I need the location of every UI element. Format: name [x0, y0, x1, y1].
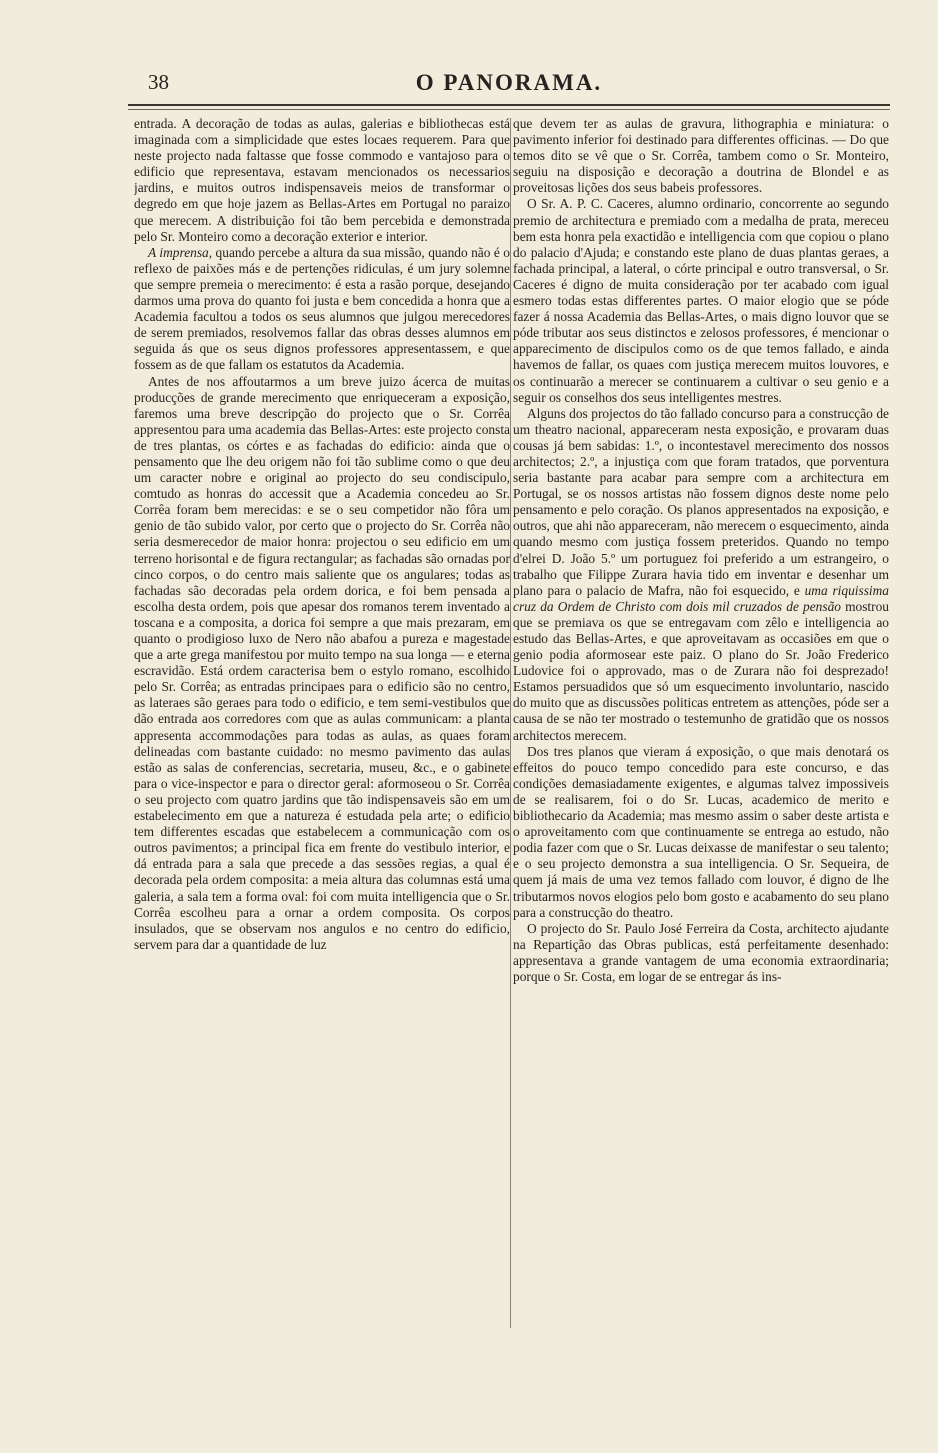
right-paragraph-3-text-b: mostrou que se premiava os que se entregavam com zêlo e intelligencia ao estudo das Bellas-Artes, e que aproveitavam as occasiões em que o genio podia aformosear este paiz. O plano do Sr. João Frederico Ludovice foi o approvado, mas o de Zurara não foi desprezado! Estamos persuadidos que só um esquecimento involuntario, nascido do muito que as discussões politicas entretem as attenções, póde ser a causa de se não ter mostrado o testemunho de gratidão que os nossos architectos merecem.	[513, 598, 889, 743]
right-paragraph-2: O Sr. A. P. C. Caceres, alumno ordinario, concorrente ao segundo premio de architectura e premiado com a medalha de prata, mereceu bem esta honra pela exactidão e intelligencia com que copiou o plano do palacio d'Ajuda; e constando este plano de duas plantas geraes, a fachada principal, a lateral, o córte principal e outro transversal, o Sr. Caceres é digno de muita consideração por ter acabado com igual esmero todas estas differentes partes. O maior elogio que se póde fazer á nossa Academia das Bellas-Artes, o mais digno louvor que se póde tributar aos seus distinctos e zelosos professores, é mencionar o apparecimento de discipulos como os de que temos fallado, e ainda havemos de fallar, os quaes com justiça merecem muitos louvores, e os continuarão a merecer se continuarem a cultivar o seu genio e a seguir os conselhos dos seus intelligentes mestres.	[513, 196, 889, 405]
right-paragraph-1: que devem ter as aulas de gravura, lithographia e miniatura: o pavimento inferior foi destinado para differentes officinas. — Do que temos dito se vê que o Sr. Corrêa, tambem como o Sr. Monteiro, seguiu na disposição e decoração a doutrina de Blondel e as proveitosas lições dos seus babeis professores.	[513, 116, 889, 196]
right-paragraph-4: Dos tres planos que vieram á exposição, o que mais denotará os effeitos do pouco tempo concedido para este concurso, e das condições demasiadamente exigentes, e algumas talvez impossiveis de se realisarem, foi o do Sr. Lucas, academico de merito e bibliothecario da Academia; mas mesmo assim o saber deste artista e o aproveitamento com que continuamente se entrega ao estudo, não podia fazer com que o Sr. Lucas deixasse de manifestar o seu talento; e o seu projecto demonstra a sua intelligencia. O Sr. Sequeira, de quem já mais de uma vez temos fallado com louvor, é digno de lhe tributarmos novos elogios pelo bom gosto e acabamento do seu plano para a construcção do theatro.	[513, 743, 889, 920]
emphasis-imprensa: A imprensa,	[148, 244, 213, 260]
column-divider	[510, 118, 511, 1328]
left-paragraph-1: entrada. A decoração de todas as aulas, galerias e bibliothecas está imaginada com a simplicidade que estes locaes requerem. Para que neste projecto nada faltasse que fosse commodo e vantajoso para o edificio que representava, estavam mencionados os necessarios jardins, e muitos outros indispensaveis meios de transformar o degredo em que hoje jazem as Bellas-Artes em Portugal no paraizo que merecem. A distribuição foi tão bem percebida e demonstrada pelo Sr. Monteiro como a decoração exterior e interior.	[134, 116, 510, 244]
header-rule	[128, 104, 890, 106]
left-paragraph-3: Antes de nos affoutarmos a um breve juizo ácerca de muitas producções de grande merecimento que enriqueceram a exposição, faremos uma breve descripção do projecto que o Sr. Corrêa appresentou para uma academia das Bellas-Artes: este projecto consta de tres plantas, os córtes e as fachadas do edificio: ainda que o pensamento que lhe deu origem não foi tão sublime como o que deu um caracter nobre e original ao projecto do seu condiscipulo, comtudo as honras do accessit que a Academia concedeu ao Sr. Corrêa foram bem merecidas: e se o seu competidor não fôra um genio de tão subido valor, por certo que o projecto do Sr. Corrêa não seria desmerecedor de maior honra: projectou o seu edificio em um terreno horisontal e de figura rectangular; as fachadas são ornadas por cinco corpos, o do centro mais saliente que os angulares; todas as fachadas são decoradas pela ordem dorica, e foi bem pensada a escolha desta ordem, pois que apesar dos romanos terem inventado a toscana e a composita, a dorica foi sempre a que mais prezaram, em quanto o prodigioso luxo de Nero não abafou a pureza e magestade que a arte grega manifestou por muito tempo na sua longa — e eterna escravidão. Está ordem caracterisa bem o estylo romano, escolhido pelo Sr. Corrêa; as entradas principaes para o edificio são no centro, as lateraes são geraes para todo o edificio, e tem semi-vestibulos que dão entrada aos corredores com que as aulas communicam: a planta appresenta accommodações para todas as aulas, as quaes foram delineadas com bastante cuidado: no mesmo pavimento das aulas estão as salas de conferencias, secretaria, museu, &c., e o gabinete para o vice-inspector e para o director geral: aformoseou o Sr. Corrêa o seu projecto com quatro jardins que tão indispensaveis são em um estabelecimento em que a natureza é estudada pela arte; o edificio tem differentes escadas que estabelecem a communicação com os outros pavimentos; a principal fica em frente do vestibulo interior, e dá entrada para a sala que precede a das sessões regias, a qual é decorada pela ordem composita: a meia altura das columnas está uma galeria, a sala tem a forma oval: foi com muita intelligencia que o Sr. Corrêa escolheu para a ornar a ordem composita. Os corpos insulados, que se observam nos angulos e no centro do edificio, servem para dar a quantidade de luz	[134, 373, 510, 952]
right-paragraph-5: O projecto do Sr. Paulo José Ferreira da Costa, architecto ajudante na Repartição das Obras publicas, está perfeitamente desenhado: appresentava a grande vantagem de uma economia extraordinaria; porque o Sr. Costa, em logar de se entregar ás ins-	[513, 920, 889, 984]
right-paragraph-3	[513, 406, 889, 744]
left-paragraph-2	[134, 245, 510, 374]
page-number: 38	[148, 70, 169, 94]
header-rule-thin	[128, 109, 890, 110]
left-paragraph-2-text: quando percebe a altura da sua missão, quando não é o reflexo de paixões más e de pertenções ridiculas, é um jury solemne que sempre premeia o merecimento: é esta a rasão porque, desejando darmos uma prova do quanto foi justa e bem concedida a honra que a Academia facultou a todos os seus alumnos que julgou merecedores de serem premiados, resolvemos fallar das obras desses alumnos em seguida ás que os seus dignos professores appresentassem, e que fossem as de que fallam os estatutos da Academia.	[134, 244, 510, 373]
right-paragraph-3-text-a: Alguns dos projectos do tão fallado concurso para a construcção de um theatro nacional, appareceram nesta exposição, e provaram duas cousas já bem sabidas: 1.º, o incontestavel merecimento dos nossos architectos; 2.º, a injustiça com que foram tratados, que porventura seria bastante para acabar para sempre com a architectura em Portugal, se os nossos artistas não fossem dignos deste nome pelo pensamento e pelo coração. Os planos appresentados na exposição, e outros, que ahi não appareceram, não merecem o esquecimento, ainda quando mesmo com justiça fossem preteridos. Quando no tempo d'elrei D. João 5.º um portuguez foi preferido a um estrangeiro, o trabalho que Filippe Zurara havia tido em inventar e desenhar um plano para o palacio de Mafra, não foi esquecido, e	[513, 405, 889, 598]
page-header	[128, 68, 890, 104]
right-column	[513, 116, 889, 1334]
emphasis-cruz: uma riquissima cruz da Ordem de Christo com dois mil cruzados de pensão	[513, 582, 889, 614]
journal-title: O PANORAMA.	[415, 70, 603, 95]
left-column	[134, 116, 510, 1334]
